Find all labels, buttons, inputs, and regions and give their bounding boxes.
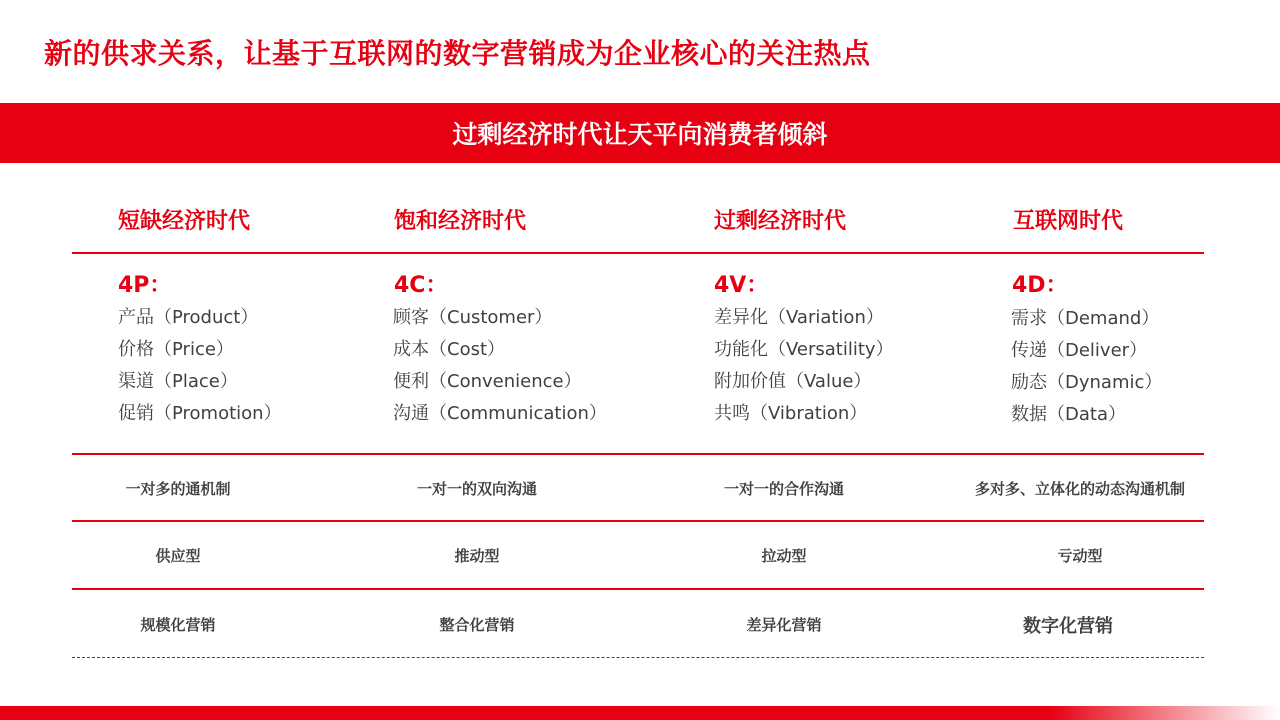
model-item: 价格（Price） (118, 339, 234, 360)
model-item: 附加价值（Value） (714, 371, 872, 392)
divider-line (72, 252, 1204, 254)
marketing-cell: 规模化营销 (140, 616, 216, 634)
era-title-shortage: 短缺经济时代 (118, 209, 251, 234)
model-item: 功能化（Versatility） (714, 339, 894, 360)
model-4p-heading: 4P： (118, 273, 172, 298)
divider-line-dashed (72, 657, 1204, 658)
communication-cell: 一对一的合作沟通 (723, 480, 844, 498)
banner-text: 过剩经济时代让天平向消费者倾斜 (452, 120, 828, 149)
marketing-cell: 整合化营销 (439, 616, 515, 634)
divider-line (72, 520, 1204, 522)
model-item: 成本（Cost） (393, 339, 506, 360)
marketing-cell: 差异化营销 (746, 616, 822, 634)
model-item: 励态（Dynamic） (1011, 372, 1163, 393)
era-title-saturation: 饱和经济时代 (394, 209, 527, 234)
model-item: 需求（Demand） (1011, 308, 1160, 329)
model-4c-heading: 4C： (394, 273, 448, 298)
model-item: 差异化（Variation） (714, 307, 884, 328)
communication-cell: 一对多的通机制 (125, 480, 231, 498)
model-4v-heading: 4V： (714, 273, 769, 298)
divider-line (72, 588, 1204, 590)
banner (0, 103, 1280, 163)
communication-cell: 一对一的双向沟通 (416, 480, 537, 498)
model-item: 便利（Convenience） (393, 371, 582, 392)
era-title-surplus: 过剩经济时代 (714, 209, 847, 234)
divider-line (72, 453, 1204, 455)
marketing-cell: 数字化营销 (1023, 616, 1113, 637)
drive-type-cell: 拉动型 (761, 547, 807, 565)
model-item: 共鸣（Vibration） (714, 403, 868, 424)
page-title: 新的供求关系，让基于互联网的数字营销成为企业核心的关注热点 (44, 37, 871, 70)
model-item: 产品（Product） (118, 307, 259, 328)
model-item: 促销（Promotion） (118, 403, 282, 424)
drive-type-cell: 供应型 (155, 547, 201, 565)
era-title-internet: 互联网时代 (1013, 208, 1124, 234)
drive-type-cell: 亏动型 (1057, 547, 1103, 565)
model-item: 传递（Deliver） (1011, 340, 1148, 361)
model-item: 沟通（Communication） (393, 403, 607, 424)
model-item: 渠道（Place） (118, 371, 238, 392)
model-item: 顾客（Customer） (393, 307, 553, 328)
model-4d-heading: 4D： (1012, 273, 1068, 298)
footer-bar (0, 706, 1280, 720)
model-item: 数据（Data） (1011, 404, 1126, 425)
communication-cell: 多对多、立体化的动态沟通机制 (974, 480, 1185, 498)
drive-type-cell: 推动型 (454, 547, 500, 565)
